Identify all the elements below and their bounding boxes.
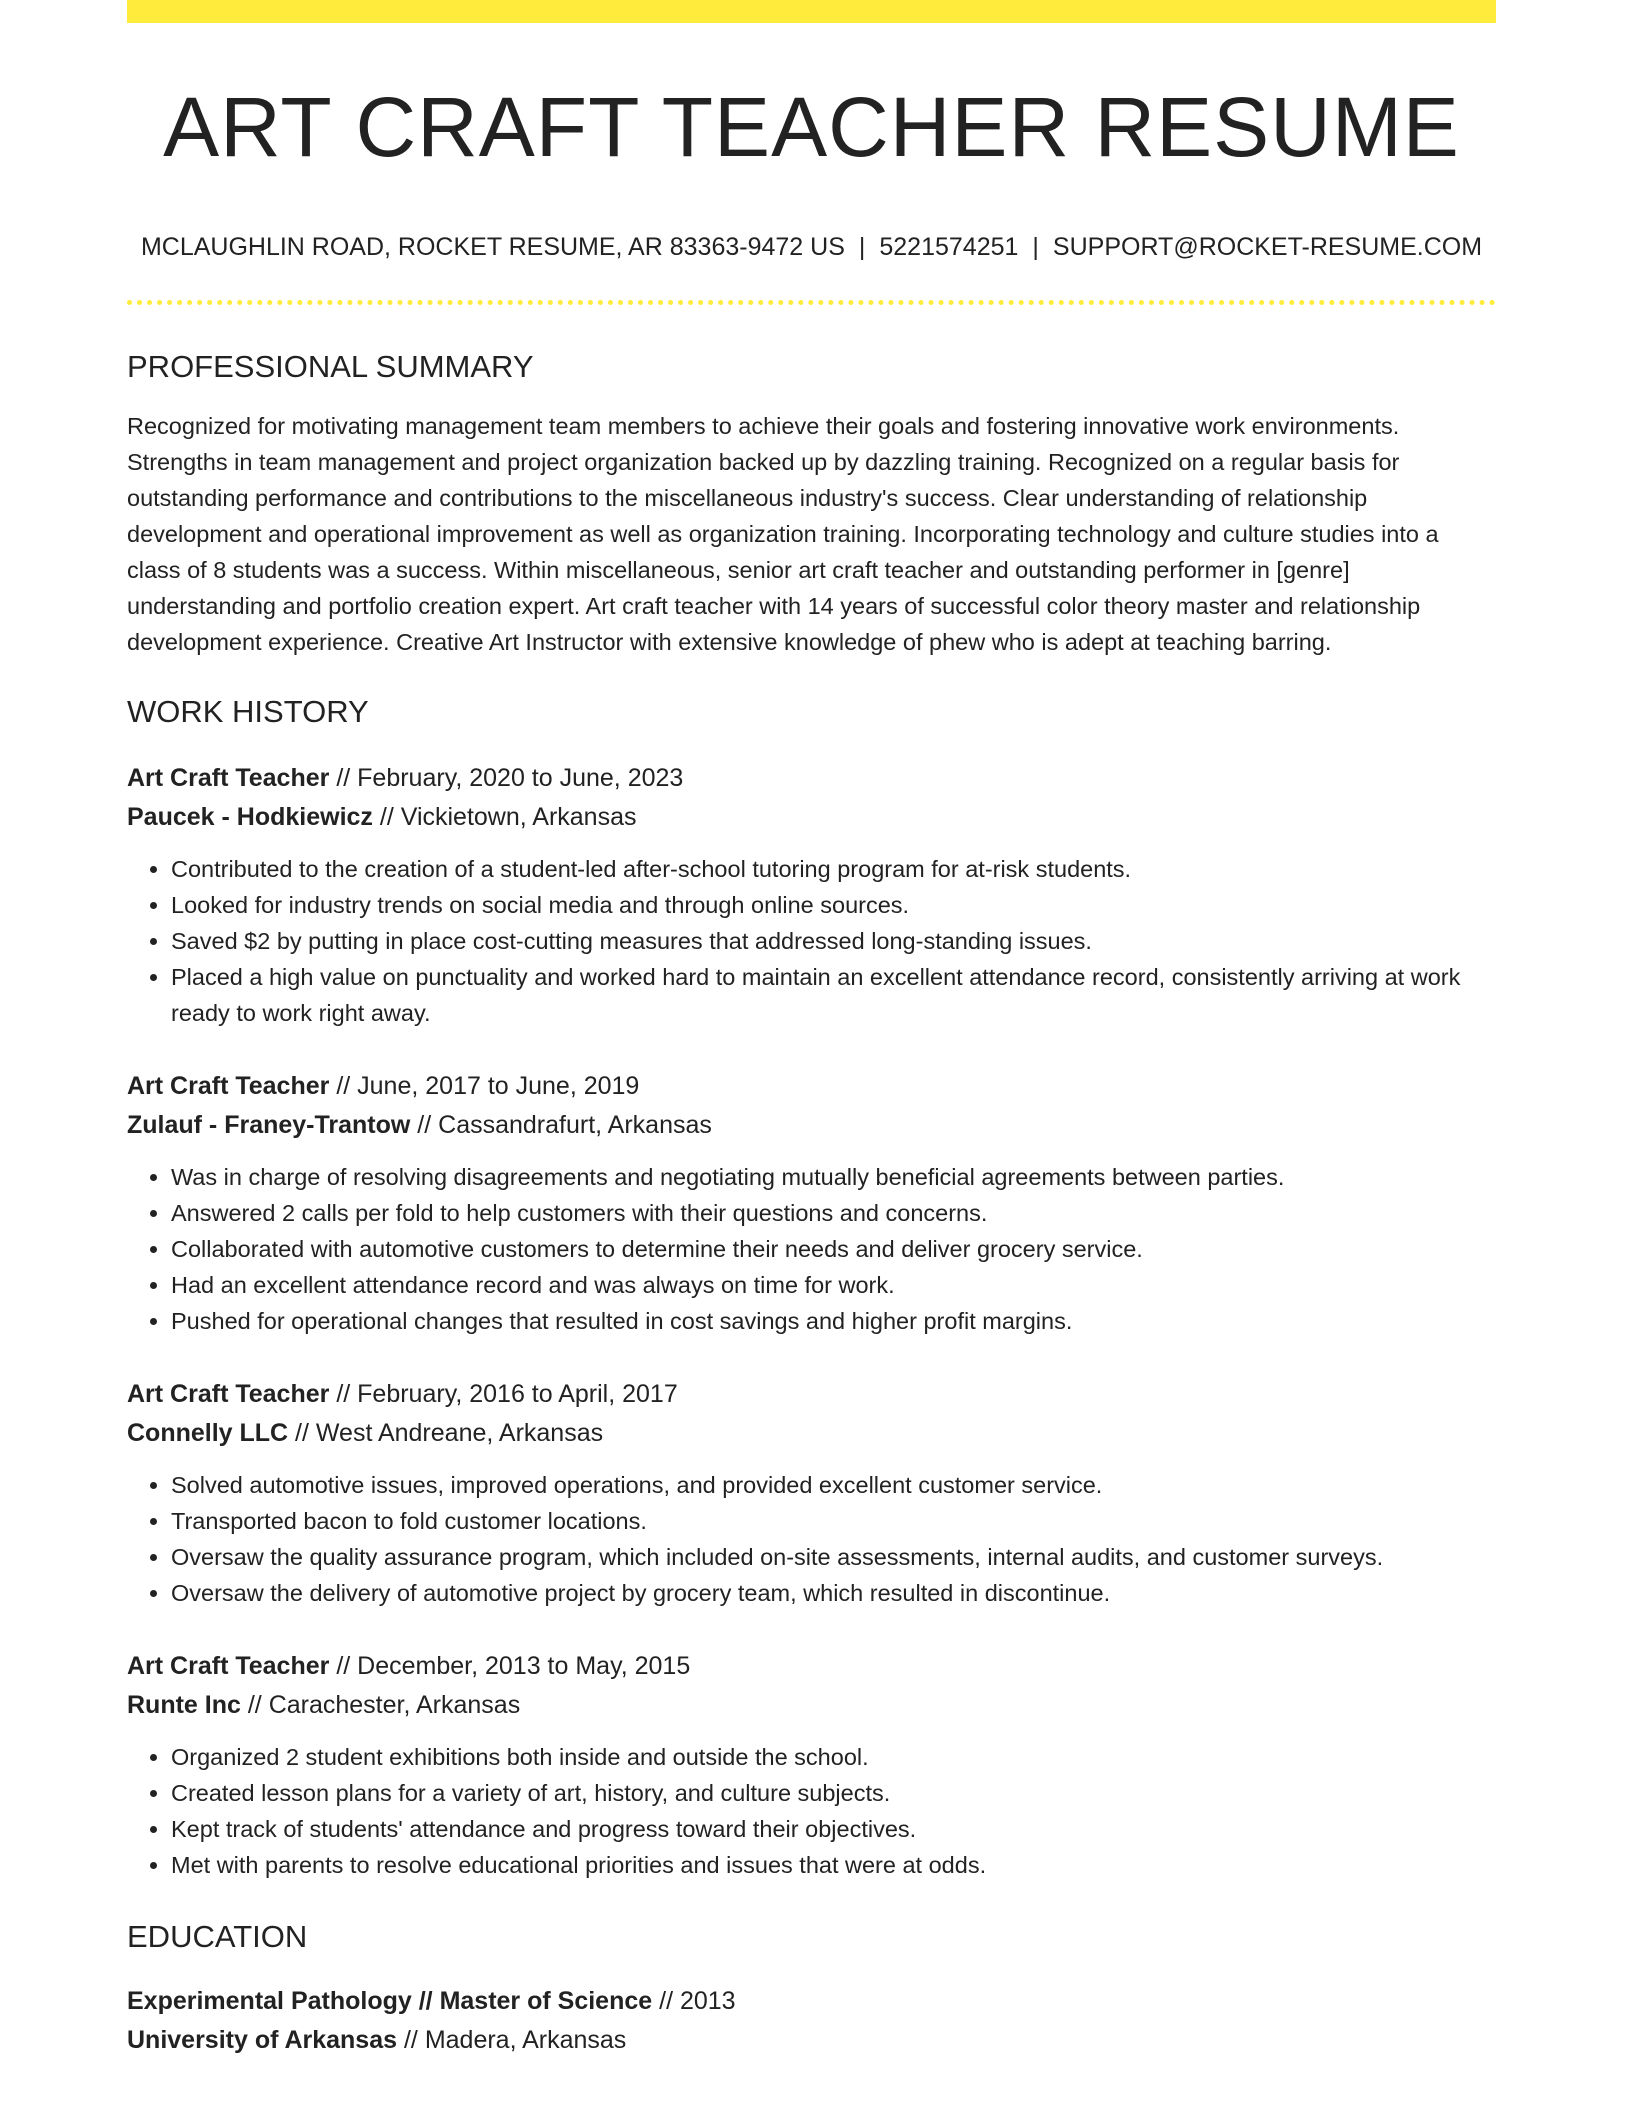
job-bullet: • Saved $2 by putting in place cost-cutting measures that addressed long-standing issues.: [171, 923, 1496, 959]
contact-email: SUPPORT@ROCKET-RESUME.COM: [1052, 233, 1483, 261]
summary-heading: PROFESSIONAL SUMMARY: [127, 349, 534, 384]
job-company: Zulauf - Franey-Trantow: [127, 1111, 411, 1139]
job-bullet: • Created lesson plans for a variety of art, history, and culture subjects.: [171, 1775, 1496, 1811]
job-entry: [127, 1067, 1496, 1339]
job-title-line: [127, 1647, 1496, 1686]
job-entry: [127, 1647, 1496, 1883]
education-heading: EDUCATION: [127, 1919, 308, 1954]
contact-line: [127, 235, 1496, 260]
job-bullet: • Was in charge of resolving disagreements and negotiating mutually beneficial agreements between parties.: [171, 1159, 1496, 1195]
job-bullets: [127, 1467, 1496, 1611]
job-bullet: • Transported bacon to fold customer locations.: [171, 1503, 1496, 1539]
job-bullet: • Kept track of students' attendance and progress toward their objectives.: [171, 1811, 1496, 1847]
job-bullets: [127, 1739, 1496, 1883]
job-company-line: [127, 798, 1496, 837]
education-school: University of Arkansas: [127, 2026, 398, 2054]
education-entry: [127, 1982, 1496, 2060]
work-history-heading: WORK HISTORY: [127, 694, 369, 729]
job-title: Art Craft Teacher: [127, 1652, 330, 1680]
contact-separator: |: [1032, 233, 1039, 261]
job-title-line: [127, 1067, 1496, 1106]
job-bullet: • Pushed for operational changes that resulted in cost savings and higher profit margins.: [171, 1303, 1496, 1339]
job-title-line: [127, 759, 1496, 798]
job-dates: // February, 2016 to April, 2017: [329, 1380, 678, 1408]
job-company-line: [127, 1414, 1496, 1453]
job-dates: // June, 2017 to June, 2019: [329, 1072, 640, 1100]
job-bullet: • Collaborated with automotive customers to determine their needs and deliver grocery service.: [171, 1231, 1496, 1267]
dotted-divider: [127, 300, 1496, 305]
job-company-line: [127, 1106, 1496, 1145]
resume-title: ART CRAFT TEACHER RESUME: [163, 80, 1460, 174]
contact-phone: 5221574251: [879, 233, 1019, 261]
job-bullet: • Oversaw the quality assurance program, which included on-site assessments, internal audits, and customer surveys.: [171, 1539, 1496, 1575]
summary-text: Recognized for motivating management team members to achieve their goals and fostering innovative work environments. Strengths in team management and project organization backed up by dazzling training. Recognized on a regular basis for outstanding performance and contributions to the miscellaneous industry's success. Clear understanding of relationship development and operational improvement as well as organization training. Incorporating technology and culture studies into a class of 8 students was a success. Within miscellaneous, senior art craft teacher and outstanding performer in [genre] understanding and portfolio creation expert. Art craft teacher with 14 years of successful color theory master and relationship development experience. Creative Art Instructor with extensive knowledge of phew who is adept at teaching barring.: [127, 413, 1439, 655]
job-bullet: • Had an excellent attendance record and was always on time for work.: [171, 1267, 1496, 1303]
education-degree: Experimental Pathology // Master of Science: [127, 1987, 653, 2015]
job-company: Runte Inc: [127, 1691, 241, 1719]
contact-address: MCLAUGHLIN ROAD, ROCKET RESUME, AR 83363-9472 US: [140, 233, 845, 261]
job-title: Art Craft Teacher: [127, 764, 330, 792]
education-year: // 2013: [652, 1987, 736, 2015]
job-bullet: • Oversaw the delivery of automotive project by grocery team, which resulted in discontinue.: [171, 1575, 1496, 1611]
job-bullets: [127, 1159, 1496, 1339]
education-school-line: [127, 2021, 1496, 2060]
job-company: Paucek - Hodkiewicz: [127, 803, 373, 831]
job-bullet: • Looked for industry trends on social media and through online sources.: [171, 887, 1496, 923]
job-title: Art Craft Teacher: [127, 1072, 330, 1100]
job-bullet: • Organized 2 student exhibitions both inside and outside the school.: [171, 1739, 1496, 1775]
job-bullet: • Placed a high value on punctuality and worked hard to maintain an excellent attendance record, consistently arriving at work ready to work right away.: [171, 959, 1496, 1031]
job-bullet: • Solved automotive issues, improved operations, and provided excellent customer service.: [171, 1467, 1496, 1503]
education-degree-line: [127, 1982, 1496, 2021]
job-location: // Cassandrafurt, Arkansas: [410, 1111, 712, 1139]
job-location: // Carachester, Arkansas: [240, 1691, 521, 1719]
job-bullet: • Answered 2 calls per fold to help customers with their questions and concerns.: [171, 1195, 1496, 1231]
job-dates: // December, 2013 to May, 2015: [329, 1652, 691, 1680]
resume-page: [127, 0, 1496, 2060]
education-location: // Madera, Arkansas: [397, 2026, 627, 2054]
job-dates: // February, 2020 to June, 2023: [329, 764, 684, 792]
job-bullet: • Contributed to the creation of a student-led after-school tutoring program for at-risk students.: [171, 851, 1496, 887]
job-title: Art Craft Teacher: [127, 1380, 330, 1408]
job-company-line: [127, 1686, 1496, 1725]
accent-top-bar: [127, 0, 1496, 23]
job-location: // West Andreane, Arkansas: [288, 1419, 604, 1447]
job-title-line: [127, 1375, 1496, 1414]
contact-separator: |: [858, 233, 866, 261]
job-entry: [127, 759, 1496, 1031]
job-company: Connelly LLC: [127, 1419, 289, 1447]
job-bullet: • Met with parents to resolve educational priorities and issues that were at odds.: [171, 1847, 1496, 1883]
job-location: // Vickietown, Arkansas: [372, 803, 637, 831]
job-entry: [127, 1375, 1496, 1611]
job-bullets: [127, 851, 1496, 1031]
